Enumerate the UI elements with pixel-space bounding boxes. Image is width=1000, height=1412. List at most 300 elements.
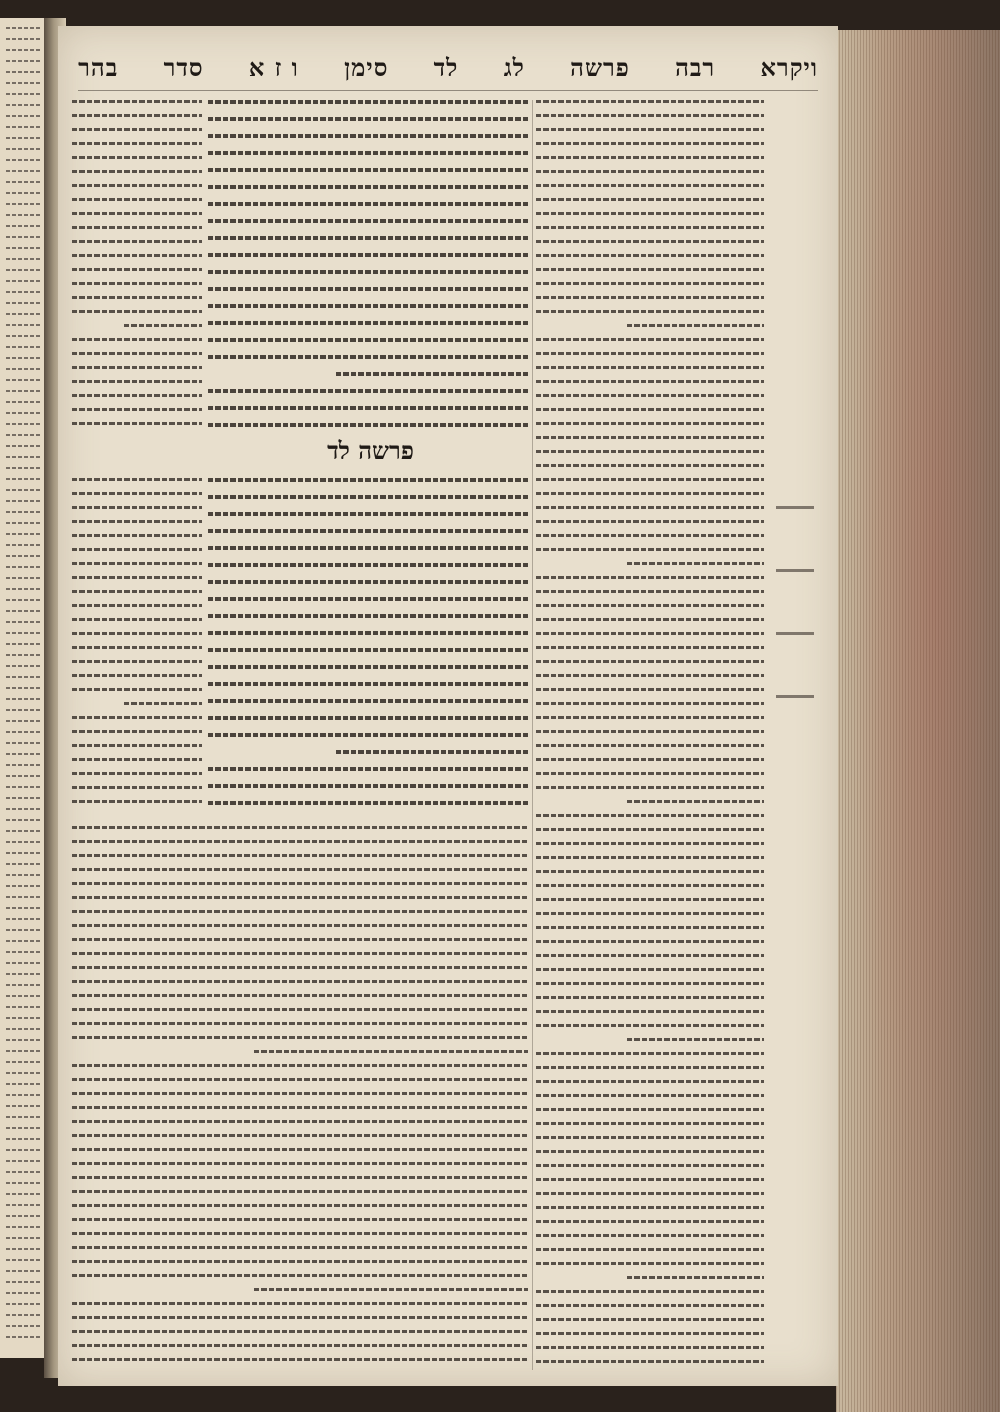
text-line bbox=[6, 852, 42, 854]
text-line bbox=[6, 93, 42, 95]
text-line bbox=[72, 660, 202, 663]
commentary-left-upper bbox=[72, 100, 202, 430]
text-line bbox=[208, 529, 528, 533]
text-line bbox=[6, 1259, 42, 1261]
text-line bbox=[6, 698, 42, 700]
text-line bbox=[536, 268, 764, 271]
text-line bbox=[536, 940, 764, 943]
text-line bbox=[536, 674, 764, 677]
text-line bbox=[536, 1080, 764, 1083]
text-line bbox=[6, 1292, 42, 1294]
text-line bbox=[72, 1344, 528, 1347]
text-line bbox=[72, 590, 202, 593]
text-line bbox=[536, 590, 764, 593]
text-line bbox=[6, 203, 42, 205]
text-line bbox=[536, 352, 764, 355]
header-siman-word: סימן bbox=[344, 53, 389, 82]
text-line bbox=[72, 226, 202, 229]
text-line bbox=[6, 82, 42, 84]
text-line bbox=[6, 423, 42, 425]
text-line bbox=[72, 800, 202, 803]
text-line bbox=[72, 604, 202, 607]
text-line bbox=[6, 1314, 42, 1316]
text-line bbox=[208, 733, 528, 737]
text-line bbox=[72, 520, 202, 523]
text-line bbox=[536, 1346, 764, 1349]
text-line bbox=[6, 1248, 42, 1250]
text-line bbox=[208, 423, 528, 427]
text-line bbox=[6, 676, 42, 678]
text-line bbox=[536, 1178, 764, 1181]
text-line bbox=[208, 236, 528, 240]
text-line bbox=[72, 1008, 528, 1011]
text-line bbox=[72, 492, 202, 495]
text-line bbox=[6, 1127, 42, 1129]
text-line bbox=[6, 412, 42, 414]
text-line bbox=[6, 313, 42, 315]
commentary-left-middle bbox=[72, 478, 202, 808]
text-line bbox=[536, 1010, 764, 1013]
text-line bbox=[208, 682, 528, 686]
text-line bbox=[536, 744, 764, 747]
text-line bbox=[6, 1149, 42, 1151]
text-line bbox=[208, 563, 528, 567]
text-line bbox=[6, 1006, 42, 1008]
text-line bbox=[6, 830, 42, 832]
text-line bbox=[72, 910, 528, 913]
text-line bbox=[536, 856, 764, 859]
text-line bbox=[536, 338, 764, 341]
text-line bbox=[6, 269, 42, 271]
text-line bbox=[254, 1288, 528, 1291]
text-line bbox=[627, 800, 764, 803]
text-line bbox=[536, 408, 764, 411]
text-line bbox=[627, 1038, 764, 1041]
text-line bbox=[72, 618, 202, 621]
text-line bbox=[72, 632, 202, 635]
text-line bbox=[536, 520, 764, 523]
text-line bbox=[208, 699, 528, 703]
text-line bbox=[208, 355, 528, 359]
text-line bbox=[536, 170, 764, 173]
text-line bbox=[6, 1237, 42, 1239]
text-line bbox=[6, 1050, 42, 1052]
text-line bbox=[536, 632, 764, 635]
text-line bbox=[6, 1028, 42, 1030]
text-line bbox=[536, 758, 764, 761]
text-line bbox=[536, 1122, 764, 1125]
text-line bbox=[536, 366, 764, 369]
text-line bbox=[6, 1116, 42, 1118]
text-line bbox=[6, 577, 42, 579]
text-line bbox=[72, 980, 528, 983]
text-line bbox=[6, 258, 42, 260]
text-line bbox=[536, 926, 764, 929]
text-line bbox=[72, 240, 202, 243]
text-line bbox=[536, 534, 764, 537]
text-line bbox=[6, 214, 42, 216]
text-line bbox=[536, 1290, 764, 1293]
text-line bbox=[254, 1050, 528, 1053]
text-line bbox=[536, 464, 764, 467]
text-line bbox=[72, 100, 202, 103]
text-line bbox=[72, 156, 202, 159]
text-line bbox=[72, 688, 202, 691]
text-line bbox=[536, 828, 764, 831]
text-line bbox=[6, 533, 42, 535]
text-line bbox=[536, 1094, 764, 1097]
text-line bbox=[6, 962, 42, 964]
text-line bbox=[208, 767, 528, 771]
text-line bbox=[208, 287, 528, 291]
text-line bbox=[72, 882, 528, 885]
text-line bbox=[536, 772, 764, 775]
text-line bbox=[536, 884, 764, 887]
text-line bbox=[536, 576, 764, 579]
text-line bbox=[72, 966, 528, 969]
text-line bbox=[72, 1330, 528, 1333]
text-line bbox=[6, 401, 42, 403]
header-siman-label: לד bbox=[433, 53, 459, 82]
text-line bbox=[6, 434, 42, 436]
text-line bbox=[6, 335, 42, 337]
text-line bbox=[6, 379, 42, 381]
text-line bbox=[72, 994, 528, 997]
text-line bbox=[536, 226, 764, 229]
text-line bbox=[6, 775, 42, 777]
text-line bbox=[6, 511, 42, 513]
text-line bbox=[6, 49, 42, 51]
text-line bbox=[124, 324, 202, 327]
text-line bbox=[208, 512, 528, 516]
header-parasha-num: לג bbox=[503, 53, 525, 82]
text-line bbox=[6, 478, 42, 480]
text-line bbox=[6, 731, 42, 733]
text-line bbox=[536, 660, 764, 663]
text-line bbox=[536, 1206, 764, 1209]
text-line bbox=[6, 1303, 42, 1305]
text-line bbox=[536, 786, 764, 789]
text-line bbox=[72, 1260, 528, 1263]
text-line bbox=[208, 614, 528, 618]
text-line bbox=[536, 450, 764, 453]
text-line bbox=[536, 954, 764, 957]
text-line bbox=[336, 750, 528, 754]
text-line bbox=[72, 478, 202, 481]
text-line bbox=[536, 156, 764, 159]
text-line bbox=[6, 841, 42, 843]
text-line bbox=[6, 1171, 42, 1173]
text-line bbox=[6, 995, 42, 997]
text-line bbox=[6, 489, 42, 491]
text-line bbox=[72, 394, 202, 397]
text-line bbox=[6, 1325, 42, 1327]
text-line bbox=[6, 71, 42, 73]
text-line bbox=[536, 296, 764, 299]
text-line bbox=[536, 1262, 764, 1265]
text-line bbox=[536, 478, 764, 481]
text-line bbox=[6, 907, 42, 909]
text-line bbox=[72, 1162, 528, 1165]
text-line bbox=[536, 1150, 764, 1153]
header-siman-num: ו ז א bbox=[248, 53, 299, 82]
previous-page-edge bbox=[0, 18, 49, 1358]
text-line bbox=[72, 296, 202, 299]
text-line bbox=[208, 801, 528, 805]
text-line bbox=[536, 1108, 764, 1111]
text-line bbox=[6, 1083, 42, 1085]
text-line bbox=[536, 1248, 764, 1251]
text-line bbox=[208, 321, 528, 325]
text-line bbox=[208, 389, 528, 393]
text-line bbox=[536, 114, 764, 117]
text-line bbox=[72, 352, 202, 355]
text-line bbox=[72, 576, 202, 579]
text-line bbox=[72, 1078, 528, 1081]
text-line bbox=[208, 597, 528, 601]
text-line bbox=[6, 170, 42, 172]
text-line bbox=[72, 938, 528, 941]
text-line bbox=[72, 730, 202, 733]
text-line bbox=[536, 688, 764, 691]
text-line bbox=[536, 128, 764, 131]
text-line bbox=[6, 786, 42, 788]
text-line bbox=[72, 268, 202, 271]
text-line bbox=[6, 808, 42, 810]
text-line bbox=[72, 422, 202, 425]
text-line bbox=[6, 665, 42, 667]
text-line bbox=[208, 117, 528, 121]
text-line bbox=[6, 456, 42, 458]
text-line bbox=[208, 648, 528, 652]
text-line bbox=[6, 742, 42, 744]
text-line bbox=[72, 840, 528, 843]
header-parasha: פרשה bbox=[570, 53, 630, 82]
text-line bbox=[6, 1215, 42, 1217]
text-line bbox=[6, 973, 42, 975]
text-line bbox=[208, 202, 528, 206]
text-line bbox=[6, 632, 42, 634]
text-line bbox=[208, 253, 528, 257]
header-rabbah: רבה bbox=[675, 53, 716, 82]
header-book: ויקרא bbox=[760, 53, 818, 82]
text-line bbox=[6, 1204, 42, 1206]
text-line bbox=[6, 863, 42, 865]
text-line bbox=[6, 764, 42, 766]
text-line bbox=[536, 492, 764, 495]
text-line bbox=[6, 1061, 42, 1063]
text-line bbox=[6, 346, 42, 348]
text-line bbox=[6, 753, 42, 755]
text-line bbox=[536, 912, 764, 915]
text-line bbox=[6, 566, 42, 568]
text-line bbox=[536, 1360, 764, 1363]
text-line bbox=[6, 797, 42, 799]
text-line bbox=[208, 631, 528, 635]
text-line bbox=[72, 646, 202, 649]
text-line bbox=[536, 1192, 764, 1195]
text-line bbox=[6, 1336, 42, 1338]
text-line bbox=[6, 1160, 42, 1162]
text-line bbox=[72, 128, 202, 131]
text-line bbox=[536, 422, 764, 425]
text-line bbox=[72, 1148, 528, 1151]
text-line bbox=[6, 1072, 42, 1074]
text-line bbox=[6, 236, 42, 238]
text-line bbox=[536, 310, 764, 313]
text-line bbox=[536, 716, 764, 719]
text-line bbox=[536, 184, 764, 187]
text-line bbox=[208, 134, 528, 138]
text-line bbox=[72, 868, 528, 871]
text-line bbox=[6, 874, 42, 876]
text-line bbox=[6, 555, 42, 557]
text-line bbox=[6, 599, 42, 601]
text-line bbox=[627, 324, 764, 327]
text-line bbox=[536, 506, 764, 509]
text-line bbox=[124, 702, 202, 705]
text-line bbox=[208, 219, 528, 223]
text-line bbox=[72, 1246, 528, 1249]
book-page bbox=[58, 26, 838, 1386]
text-line bbox=[536, 968, 764, 971]
text-line bbox=[72, 170, 202, 173]
text-line bbox=[208, 665, 528, 669]
text-line bbox=[536, 240, 764, 243]
text-line bbox=[6, 940, 42, 942]
text-line bbox=[208, 270, 528, 274]
text-line bbox=[627, 562, 764, 565]
text-line bbox=[72, 758, 202, 761]
text-line bbox=[536, 996, 764, 999]
text-line bbox=[208, 784, 528, 788]
header-seder: סדר bbox=[163, 53, 204, 82]
text-line bbox=[72, 562, 202, 565]
text-line bbox=[208, 580, 528, 584]
column-divider bbox=[532, 100, 533, 1370]
text-line bbox=[208, 338, 528, 342]
text-line bbox=[72, 1036, 528, 1039]
text-line bbox=[72, 1022, 528, 1025]
text-line bbox=[72, 338, 202, 341]
text-line bbox=[72, 142, 202, 145]
text-line bbox=[72, 1302, 528, 1305]
text-line bbox=[72, 1204, 528, 1207]
text-line bbox=[6, 1193, 42, 1195]
text-line bbox=[536, 1318, 764, 1321]
text-line bbox=[72, 282, 202, 285]
text-line bbox=[72, 772, 202, 775]
text-line bbox=[536, 1164, 764, 1167]
text-line bbox=[72, 744, 202, 747]
text-line bbox=[336, 372, 528, 376]
text-line bbox=[72, 548, 202, 551]
text-line bbox=[6, 445, 42, 447]
text-line bbox=[72, 254, 202, 257]
text-line bbox=[536, 982, 764, 985]
text-line bbox=[72, 674, 202, 677]
text-line bbox=[536, 282, 764, 285]
text-line bbox=[72, 534, 202, 537]
text-line bbox=[6, 1039, 42, 1041]
text-line bbox=[6, 720, 42, 722]
text-line bbox=[536, 898, 764, 901]
text-line bbox=[536, 1066, 764, 1069]
text-line bbox=[6, 588, 42, 590]
page-edges bbox=[836, 30, 1000, 1412]
text-line bbox=[6, 1094, 42, 1096]
text-line bbox=[6, 324, 42, 326]
running-header bbox=[78, 48, 818, 88]
text-line bbox=[536, 142, 764, 145]
text-line bbox=[72, 854, 528, 857]
text-line bbox=[208, 100, 528, 104]
text-line bbox=[208, 304, 528, 308]
text-line bbox=[536, 212, 764, 215]
text-line bbox=[72, 924, 528, 927]
margin-notes bbox=[770, 506, 820, 758]
text-line bbox=[6, 1017, 42, 1019]
text-line bbox=[72, 366, 202, 369]
text-line bbox=[536, 548, 764, 551]
text-line bbox=[6, 544, 42, 546]
text-line bbox=[6, 522, 42, 524]
text-line bbox=[72, 826, 528, 829]
text-line bbox=[6, 610, 42, 612]
text-line bbox=[72, 896, 528, 899]
text-line bbox=[72, 786, 202, 789]
header-rule bbox=[78, 90, 818, 91]
text-line bbox=[536, 1052, 764, 1055]
text-line bbox=[72, 506, 202, 509]
text-line bbox=[536, 1234, 764, 1237]
text-line bbox=[536, 1332, 764, 1335]
text-line bbox=[6, 819, 42, 821]
text-line bbox=[6, 104, 42, 106]
text-line bbox=[6, 137, 42, 139]
text-line bbox=[6, 885, 42, 887]
text-line bbox=[6, 929, 42, 931]
text-line bbox=[208, 478, 528, 482]
text-line bbox=[6, 643, 42, 645]
text-line bbox=[72, 952, 528, 955]
header-seder-name: בהר bbox=[78, 53, 119, 82]
text-line bbox=[536, 436, 764, 439]
text-line bbox=[536, 100, 764, 103]
text-line bbox=[72, 1358, 528, 1361]
text-line bbox=[536, 870, 764, 873]
text-line bbox=[72, 408, 202, 411]
section-title: פרשה לד bbox=[327, 436, 414, 465]
text-line bbox=[6, 357, 42, 359]
text-line bbox=[208, 168, 528, 172]
text-line bbox=[536, 730, 764, 733]
main-text-upper bbox=[208, 100, 528, 430]
text-line bbox=[6, 687, 42, 689]
text-line bbox=[6, 302, 42, 304]
text-line bbox=[536, 646, 764, 649]
text-line bbox=[536, 254, 764, 257]
text-line bbox=[72, 184, 202, 187]
text-line bbox=[6, 38, 42, 40]
text-line bbox=[536, 1304, 764, 1307]
text-line bbox=[6, 1226, 42, 1228]
commentary-right-column bbox=[536, 100, 764, 1370]
text-line bbox=[536, 380, 764, 383]
main-text-middle bbox=[208, 478, 528, 808]
text-line bbox=[72, 1274, 528, 1277]
text-line bbox=[208, 716, 528, 720]
